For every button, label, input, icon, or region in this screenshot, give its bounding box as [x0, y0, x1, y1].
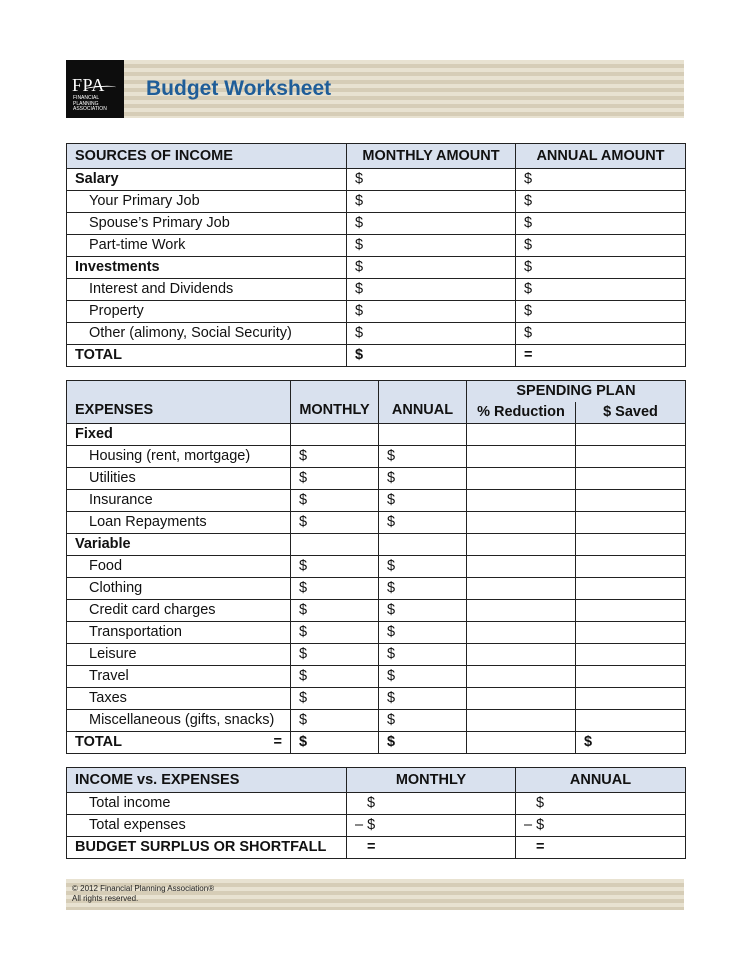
income-annual-field[interactable]: $ — [516, 191, 686, 213]
summary-annual-field[interactable]: $ — [516, 793, 686, 815]
expense-row — [67, 688, 686, 710]
logo-mark: FPA — [72, 75, 105, 95]
income-header-monthly: MONTHLY AMOUNT — [347, 144, 516, 169]
income-monthly-field[interactable]: $ — [347, 257, 516, 279]
expense-row — [67, 622, 686, 644]
income-label: Spouse’s Primary Job — [67, 213, 347, 235]
expenses-total-annual-field[interactable]: $ — [379, 732, 467, 754]
expense-annual-field[interactable]: $ — [379, 578, 467, 600]
expense-saved-field[interactable] — [576, 666, 686, 688]
expenses-header-row-top — [67, 381, 686, 403]
income-monthly-field[interactable]: $ — [347, 169, 516, 191]
income-row-investments — [67, 257, 686, 279]
expense-annual-field[interactable]: $ — [379, 622, 467, 644]
expense-label: Credit card charges — [67, 600, 291, 622]
expense-row — [67, 644, 686, 666]
expense-monthly-field[interactable]: $ — [291, 600, 379, 622]
reduction-header: % Reduction — [467, 402, 576, 424]
income-header-source: SOURCES OF INCOME — [67, 144, 347, 169]
expense-reduction-field[interactable] — [467, 468, 576, 490]
logo-subtitle: FINANCIAL PLANNING ASSOCIATION — [73, 95, 107, 112]
saved-header: $ Saved — [576, 402, 686, 424]
income-label: Property — [67, 301, 347, 323]
income-label: Salary — [67, 169, 347, 191]
expense-reduction-field[interactable] — [467, 710, 576, 732]
spending-plan-header: SPENDING PLAN — [467, 381, 686, 403]
income-monthly-field[interactable]: $ — [347, 279, 516, 301]
expenses-group-variable — [67, 534, 686, 556]
expense-annual-field[interactable]: $ — [379, 490, 467, 512]
expenses-total-row — [67, 732, 686, 754]
expense-reduction-field[interactable] — [467, 424, 576, 446]
expense-saved-field[interactable] — [576, 446, 686, 468]
income-monthly-field[interactable]: $ — [347, 213, 516, 235]
expense-annual-field[interactable]: $ — [379, 600, 467, 622]
summary-label: Total expenses — [67, 815, 347, 837]
expense-label: Leisure — [67, 644, 291, 666]
expense-row — [67, 556, 686, 578]
expense-saved-field[interactable] — [576, 688, 686, 710]
expense-reduction-field[interactable] — [467, 666, 576, 688]
income-annual-field[interactable]: $ — [516, 213, 686, 235]
income-row — [67, 301, 686, 323]
expense-saved-field[interactable] — [576, 534, 686, 556]
summary-row-income — [67, 793, 686, 815]
summary-monthly-field[interactable]: $ — [347, 793, 516, 815]
income-annual-field[interactable]: $ — [516, 279, 686, 301]
income-row — [67, 213, 686, 235]
expense-row — [67, 468, 686, 490]
expense-reduction-field[interactable] — [467, 644, 576, 666]
income-header-annual: ANNUAL AMOUNT — [516, 144, 686, 169]
summary-label: BUDGET SURPLUS OR SHORTFALL — [67, 837, 347, 859]
expense-row — [67, 512, 686, 534]
income-row — [67, 191, 686, 213]
expenses-header-annual: ANNUAL — [379, 381, 467, 424]
summary-annual-field[interactable]: = — [516, 837, 686, 859]
expense-annual-field[interactable] — [379, 424, 467, 446]
expense-reduction-field[interactable] — [467, 556, 576, 578]
expense-reduction-field[interactable] — [467, 446, 576, 468]
expense-annual-field[interactable]: $ — [379, 446, 467, 468]
expense-label: Travel — [67, 666, 291, 688]
income-total-monthly-field[interactable]: $ — [347, 345, 516, 367]
expense-monthly-field[interactable]: $ — [291, 512, 379, 534]
footer — [72, 884, 214, 904]
expense-annual-field[interactable]: $ — [379, 666, 467, 688]
expense-annual-field[interactable]: $ — [379, 688, 467, 710]
income-header-row — [67, 144, 686, 169]
income-monthly-field[interactable]: $ — [347, 301, 516, 323]
expense-annual-field[interactable]: $ — [379, 710, 467, 732]
expense-group-label: Variable — [67, 534, 291, 556]
expenses-total-reduction-field[interactable] — [467, 732, 576, 754]
expense-reduction-field[interactable] — [467, 512, 576, 534]
summary-monthly-field[interactable]: = — [347, 837, 516, 859]
expense-label: Insurance — [67, 490, 291, 512]
expenses-header-monthly: MONTHLY — [291, 381, 379, 424]
expense-reduction-field[interactable] — [467, 578, 576, 600]
expense-monthly-field[interactable]: $ — [291, 578, 379, 600]
expense-label: Miscellaneous (gifts, snacks) — [67, 710, 291, 732]
income-label: Other (alimony, Social Security) — [67, 323, 347, 345]
expense-monthly-field[interactable]: $ — [291, 622, 379, 644]
expenses-group-fixed — [67, 424, 686, 446]
page-title: Budget Worksheet — [146, 77, 332, 100]
expenses-total-saved-field[interactable]: $ — [576, 732, 686, 754]
summary-header-label: INCOME vs. EXPENSES — [67, 768, 347, 793]
income-total-annual-field[interactable]: = — [516, 345, 686, 367]
income-total-label: TOTAL — [67, 345, 347, 367]
income-table — [66, 143, 686, 367]
expense-reduction-field[interactable] — [467, 490, 576, 512]
income-annual-field[interactable]: $ — [516, 235, 686, 257]
income-label: Your Primary Job — [67, 191, 347, 213]
income-annual-field[interactable]: $ — [516, 301, 686, 323]
expense-monthly-field[interactable]: $ — [291, 666, 379, 688]
expense-row — [67, 710, 686, 732]
expense-saved-field[interactable] — [576, 468, 686, 490]
expense-saved-field[interactable] — [576, 556, 686, 578]
expense-monthly-field[interactable] — [291, 534, 379, 556]
income-label: Interest and Dividends — [67, 279, 347, 301]
expense-row — [67, 578, 686, 600]
expenses-total-equals: = — [273, 734, 282, 750]
expense-label: Housing (rent, mortgage) — [67, 446, 291, 468]
expense-group-label: Fixed — [67, 424, 291, 446]
summary-row-surplus — [67, 837, 686, 859]
expense-row — [67, 666, 686, 688]
expense-monthly-field[interactable]: $ — [291, 556, 379, 578]
expense-monthly-field[interactable]: $ — [291, 490, 379, 512]
income-annual-field[interactable]: $ — [516, 169, 686, 191]
expense-saved-field[interactable] — [576, 710, 686, 732]
income-monthly-field[interactable]: $ — [347, 323, 516, 345]
expense-row — [67, 600, 686, 622]
summary-table — [66, 767, 686, 859]
expense-annual-field[interactable]: $ — [379, 512, 467, 534]
expense-reduction-field[interactable] — [467, 622, 576, 644]
expense-annual-field[interactable]: $ — [379, 468, 467, 490]
copyright-text: © 2012 Financial Planning Association® — [72, 884, 215, 893]
expense-saved-field[interactable] — [576, 622, 686, 644]
summary-monthly-field[interactable]: – $ — [347, 815, 516, 837]
expense-label: Taxes — [67, 688, 291, 710]
expense-monthly-field[interactable]: $ — [291, 446, 379, 468]
expense-label: Food — [67, 556, 291, 578]
income-row-salary — [67, 169, 686, 191]
income-monthly-field[interactable]: $ — [347, 191, 516, 213]
summary-header-annual: ANNUAL — [516, 768, 686, 793]
income-annual-field[interactable]: $ — [516, 257, 686, 279]
income-label: Investments — [67, 257, 347, 279]
expenses-table — [66, 380, 686, 754]
income-row — [67, 279, 686, 301]
expense-label: Loan Repayments — [67, 512, 291, 534]
expense-row — [67, 446, 686, 468]
fpa-logo — [66, 60, 124, 118]
expense-annual-field[interactable] — [379, 534, 467, 556]
expense-annual-field[interactable]: $ — [379, 556, 467, 578]
expense-reduction-field[interactable] — [467, 534, 576, 556]
expense-monthly-field[interactable]: $ — [291, 468, 379, 490]
expense-saved-field[interactable] — [576, 600, 686, 622]
expense-saved-field[interactable] — [576, 424, 686, 446]
expenses-header-category: EXPENSES — [67, 381, 291, 424]
income-row — [67, 235, 686, 257]
expense-label: Clothing — [67, 578, 291, 600]
expense-saved-field[interactable] — [576, 644, 686, 666]
expense-label: Transportation — [67, 622, 291, 644]
expense-annual-field[interactable]: $ — [379, 644, 467, 666]
expense-saved-field[interactable] — [576, 490, 686, 512]
expense-row — [67, 490, 686, 512]
income-total-row — [67, 345, 686, 367]
income-row — [67, 323, 686, 345]
expense-saved-field[interactable] — [576, 512, 686, 534]
expense-label: Utilities — [67, 468, 291, 490]
expenses-total-label-cell — [67, 732, 291, 754]
expense-monthly-field[interactable]: $ — [291, 644, 379, 666]
expenses-total-monthly-field[interactable]: $ — [291, 732, 379, 754]
expense-reduction-field[interactable] — [467, 600, 576, 622]
summary-annual-field[interactable]: – $ — [516, 815, 686, 837]
summary-header-monthly: MONTHLY — [347, 768, 516, 793]
summary-header-row — [67, 768, 686, 793]
expense-saved-field[interactable] — [576, 578, 686, 600]
expense-monthly-field[interactable]: $ — [291, 688, 379, 710]
summary-label: Total income — [67, 793, 347, 815]
income-label: Part-time Work — [67, 235, 347, 257]
expense-monthly-field[interactable]: $ — [291, 710, 379, 732]
income-annual-field[interactable]: $ — [516, 323, 686, 345]
rights-text: All rights reserved. — [72, 894, 139, 903]
expense-reduction-field[interactable] — [467, 688, 576, 710]
income-monthly-field[interactable]: $ — [347, 235, 516, 257]
expenses-total-label: TOTAL — [75, 734, 122, 750]
expense-monthly-field[interactable] — [291, 424, 379, 446]
summary-row-expenses — [67, 815, 686, 837]
